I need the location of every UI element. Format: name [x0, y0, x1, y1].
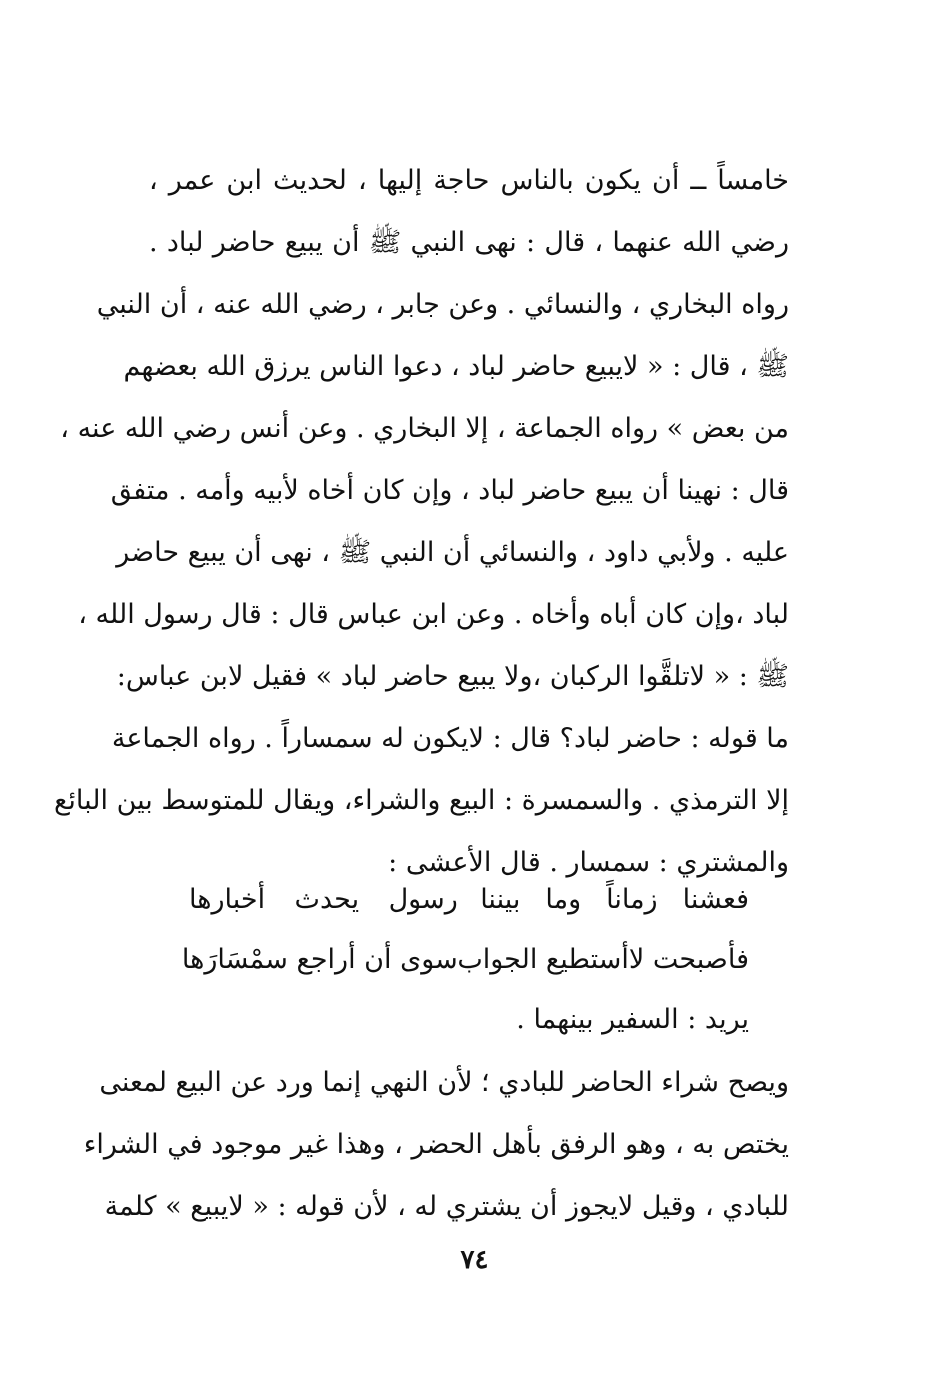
verse-second-hemistich: رسول يحدث أخبارها — [189, 884, 458, 915]
text-line: إلا الترمذي . والسمسرة : البيع والشراء، ويقال للمتوسط بين البائع — [54, 785, 789, 816]
page-number: ٧٤ — [460, 1245, 489, 1275]
verse-explanation: يريد : السفير بينهما . — [516, 1004, 749, 1035]
text-line: قال : نهينا أن يبيع حاضر لباد ، وإن كان أخاه لأبيه وأمه . متفق — [110, 475, 789, 506]
text-line: للبادي ، وقيل لايجوز أن يشتري له ، لأن قوله : « لايبيع » كلمة — [104, 1191, 789, 1222]
verse-first-hemistich: فعشنا زماناً وما بيننا — [480, 884, 749, 915]
poetry-verses — [181, 870, 749, 1050]
text-line: ﷺ : « لاتلقَّوا الركبان ،ولا يبيع حاضر لباد » فقيل لابن عباس: — [116, 661, 789, 692]
text-line: من بعض » رواه الجماعة ، إلا البخاري . وعن أنس رضي الله عنه ، — [60, 413, 789, 444]
verse-second-hemistich: سوى أن أراجع سمْسَارَها — [181, 944, 458, 975]
text-line: والمشتري : سمسار . قال الأعشى : — [388, 847, 789, 878]
text-line: ﷺ ، قال : « لايبيع حاضر لباد ، دعوا الناس يرزق الله بعضهم — [123, 351, 789, 382]
text-line: ويصح شراء الحاضر للبادي ؛ لأن النهي إنما ورد عن البيع لمعنى — [99, 1067, 789, 1098]
text-line: ما قوله : حاضر لباد؟ قال : لايكون له سمساراً . رواه الجماعة — [111, 723, 789, 754]
text-line: رضي الله عنهما ، قال : نهى النبي ﷺ أن يبيع حاضر لباد . — [149, 227, 789, 258]
text-line: رواه البخاري ، والنسائي . وعن جابر ، رضي الله عنه ، أن النبي — [96, 289, 789, 320]
verse-first-hemistich: فأصبحت لاأستطيع الجواب — [457, 944, 749, 975]
text-line: خامساً ــ أن يكون بالناس حاجة إليها ، لحديث ابن عمر ، — [149, 165, 789, 196]
paragraph-hadith — [54, 150, 789, 894]
text-line: يختص به ، وهو الرفق بأهل الحضر ، وهذا غير موجود في الشراء — [83, 1129, 789, 1160]
text-line: عليه . ولأبي داود ، والنسائي أن النبي ﷺ ، نهى أن يبيع حاضر — [116, 537, 789, 568]
text-line: لباد ،وإن كان أباه وأخاه . وعن ابن عباس قال : قال رسول الله ، — [78, 599, 789, 630]
verse-line — [189, 870, 749, 930]
verse-line — [181, 930, 749, 990]
paragraph-ruling — [83, 1052, 789, 1238]
